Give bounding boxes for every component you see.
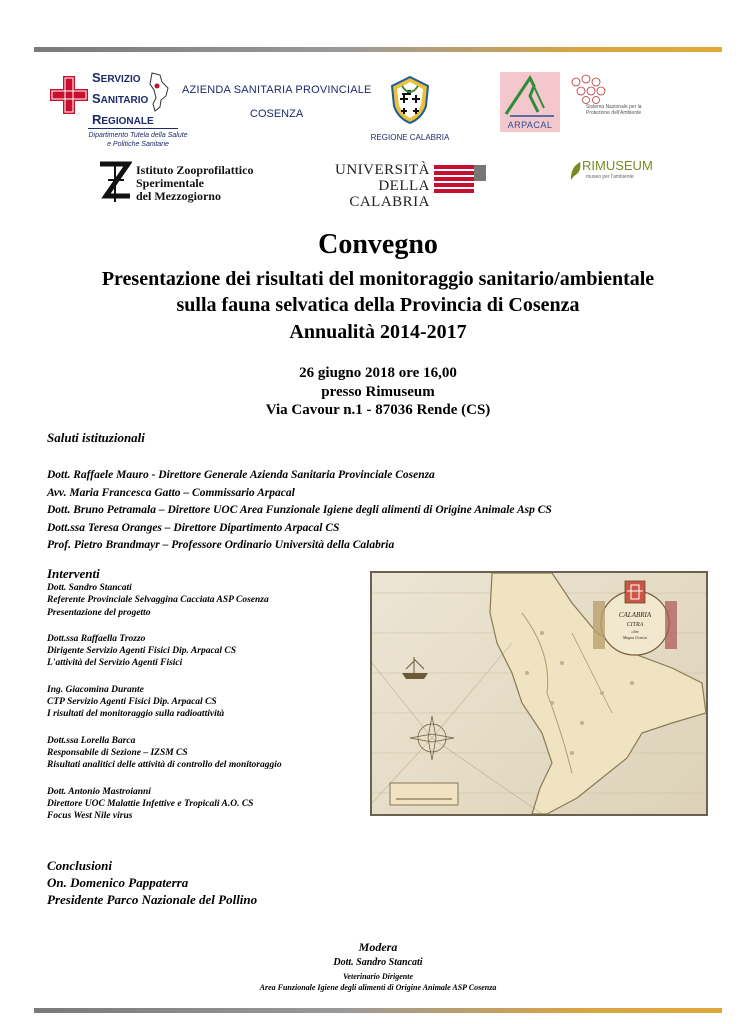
modera-role: Veterinario Dirigente bbox=[342, 972, 413, 981]
asp-line1: AZIENDA SANITARIA PROVINCIALE bbox=[182, 84, 372, 96]
logo-snpa bbox=[568, 74, 656, 124]
conclusioni-role: Presidente Parco Nazionale del Pollino bbox=[47, 892, 258, 907]
logo-universita-calabria bbox=[298, 162, 488, 210]
speaker-role: Dirigente Servizio Agenti Fisici Dip. Arpacal CS bbox=[47, 646, 237, 657]
event-date: 26 giugno 2018 ore 16,00 bbox=[299, 365, 457, 381]
speaker-role: CTP Servizio Agenti Fisici Dip. Arpacal CS bbox=[47, 697, 217, 708]
logo-izs-mezzogiorno bbox=[98, 158, 258, 208]
rimuseum-sub: museo per l'ambiente bbox=[586, 174, 634, 180]
modera-dept: Area Funzionale Igiene degli alimenti di Origine Animale ASP Cosenza bbox=[259, 983, 497, 992]
logo-arpacal bbox=[500, 72, 560, 132]
asp-line2: COSENZA bbox=[250, 108, 304, 120]
intervento-item bbox=[47, 786, 282, 823]
speaker-topic: Risultati analitici delle attività di controllo del monitoraggio bbox=[47, 760, 282, 771]
snpa-label: Sistema Nazionale per la Protezione dell'Ambiente bbox=[586, 104, 642, 116]
speaker-role: Responsabile di Sezione – IZSM CS bbox=[47, 747, 188, 758]
speaker-name: Dott. Sandro Stancati bbox=[47, 583, 132, 593]
arpacal-label: ARPACAL bbox=[507, 120, 553, 130]
red-cross-icon bbox=[50, 76, 88, 114]
cartouche-magna: Magna Græcia bbox=[622, 635, 648, 640]
modera-heading: Modera bbox=[358, 940, 398, 954]
izs-text: Istituto Zooprofilattico Sperimentale del Mezzogiorno bbox=[136, 163, 254, 203]
logo-regione-calabria bbox=[368, 76, 452, 142]
title-line-3: Annualità 2014-2017 bbox=[289, 321, 467, 343]
conclusioni-heading: Conclusioni bbox=[47, 858, 113, 873]
cartouche-title: CALABRIA bbox=[618, 611, 652, 619]
unical-text: UNIVERSITÀ DELLA CALABRIA bbox=[335, 162, 430, 210]
historic-map-calabria bbox=[370, 571, 708, 816]
speaker-role: Direttore UOC Malattie Infettive e Tropicali A.O. CS bbox=[47, 798, 254, 809]
speaker-name: Dott.ssa Lorella Barca bbox=[47, 735, 136, 746]
snpa-network-icon bbox=[568, 74, 618, 106]
regione-label: REGIONE CALABRIA bbox=[370, 133, 450, 142]
regione-shield-icon bbox=[390, 76, 430, 124]
saluti-heading: Saluti istituzionali bbox=[47, 430, 145, 445]
speaker-topic: Presentazione del progetto bbox=[47, 607, 151, 618]
speaker-role: Referente Provinciale Selvaggina Cacciata ASP Cosenza bbox=[47, 595, 269, 606]
conclusioni-name: On. Domenico Pappaterra bbox=[47, 875, 189, 890]
arpacal-mountain-icon bbox=[500, 72, 560, 120]
saluti-item: Dott. Bruno Petramala – Direttore UOC Area Funzionale Igiene degli alimenti di Origine Animale Asp CS bbox=[47, 504, 552, 516]
logo-asp-cosenza bbox=[148, 72, 372, 132]
modera-name: Dott. Sandro Stancati bbox=[333, 957, 423, 968]
ssr-letters: SERVIZIO SANITARIO REGIONALE bbox=[92, 70, 154, 127]
speaker-topic: Focus West Nile virus bbox=[47, 811, 133, 822]
speaker-name: Dott.ssa Raffaella Trozzo bbox=[47, 633, 146, 644]
saluti-item: Dott.ssa Teresa Oranges – Direttore Dipartimento Arpacal CS bbox=[47, 521, 340, 534]
conclusioni-block bbox=[47, 857, 257, 908]
interventi-heading: Interventi bbox=[47, 566, 100, 581]
unical-stripes-icon bbox=[434, 165, 486, 195]
intervento-item bbox=[47, 633, 282, 670]
bottom-divider-bar bbox=[34, 1008, 722, 1013]
calabria-map-icon bbox=[148, 72, 170, 112]
saluti-item: Prof. Pietro Brandmayr – Professore Ordinario Università della Calabria bbox=[47, 539, 395, 551]
top-divider-bar bbox=[34, 47, 722, 52]
title-line-1: Presentazione dei risultati del monitoraggio sanitario/ambientale bbox=[101, 268, 655, 290]
logo-rimuseum bbox=[568, 158, 653, 198]
intervento-item bbox=[47, 735, 282, 772]
saluti-item: Dott. Raffaele Mauro - Direttore Generale Azienda Sanitaria Provinciale Cosenza bbox=[47, 469, 435, 481]
speaker-name: Ing. Giacomina Durante bbox=[47, 684, 144, 695]
cartouche-olim: olim bbox=[631, 629, 639, 634]
izs-emblem-icon bbox=[98, 160, 132, 204]
event-address: Via Cavour n.1 - 87036 Rende (CS) bbox=[265, 402, 491, 418]
title-line-2: sulla fauna selvatica della Provincia di Cosenza bbox=[176, 294, 580, 316]
title-convegno: Convegno bbox=[318, 229, 438, 260]
intervento-item bbox=[47, 684, 282, 721]
speaker-topic: I risultati del monitoraggio sulla radioattività bbox=[47, 709, 225, 720]
rimuseum-label: RIMUSEUM bbox=[582, 158, 653, 173]
interventi-list bbox=[47, 582, 282, 836]
intervento-item bbox=[47, 582, 282, 619]
saluti-item: Avv. Maria Francesca Gatto – Commissario Arpacal bbox=[47, 486, 295, 499]
ssr-dept: Dipartimento Tutela della Salute e Politiche Sanitarie bbox=[88, 132, 188, 148]
speaker-topic: L'attività del Servizio Agenti Fisici bbox=[47, 658, 183, 669]
map-illustration bbox=[372, 573, 706, 814]
cartouche-subtitle: CITRA bbox=[626, 622, 644, 628]
saluti-list bbox=[47, 467, 552, 555]
speaker-name: Dott. Antonio Mastroianni bbox=[47, 786, 151, 797]
event-place: presso Rimuseum bbox=[321, 384, 435, 400]
